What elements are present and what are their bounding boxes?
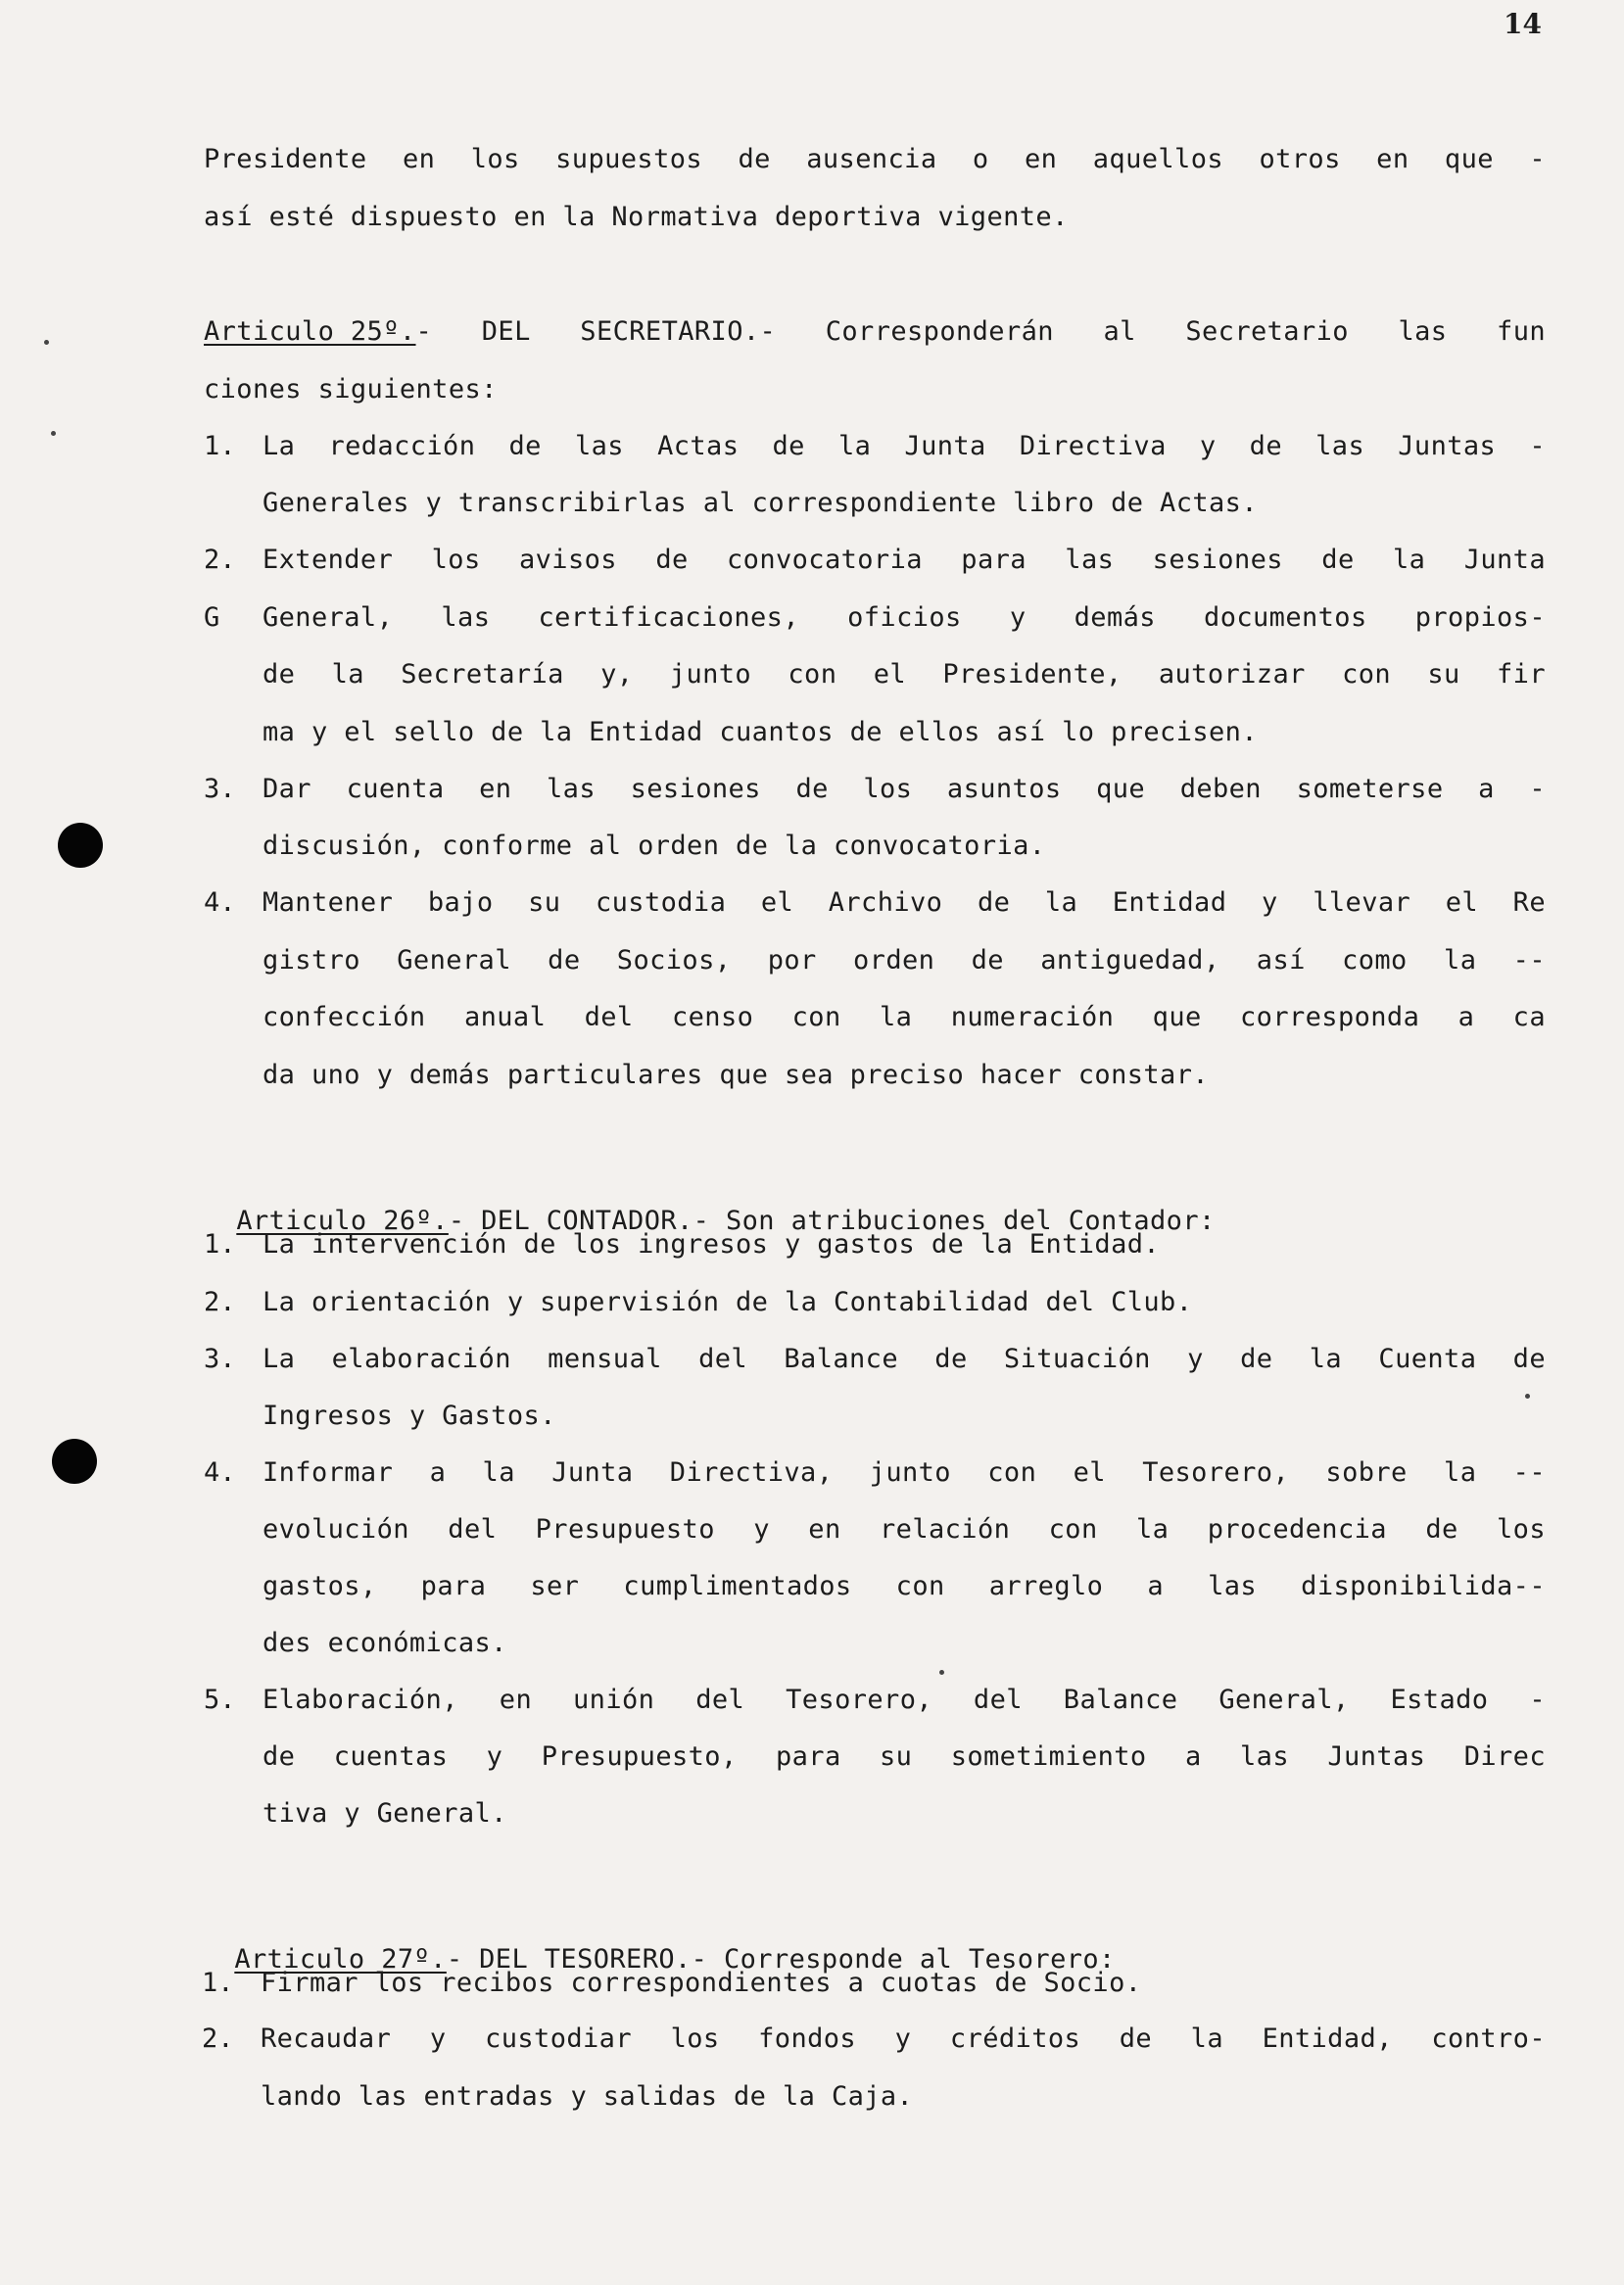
- list-item-line: ma y el sello de la Entidad cuantos de ellos así lo precisen.: [263, 717, 1258, 747]
- intro-line: así esté dispuesto en la Normativa deportiva vigente.: [204, 202, 1069, 232]
- list-number: 4.: [204, 1457, 236, 1488]
- list-number: 2.: [202, 2023, 234, 2054]
- list-item-line: gistro General de Socios, por orden de antiguedad, así como la --: [263, 945, 1546, 976]
- list-item-line: La elaboración mensual del Balance de Situación y de la Cuenta de: [263, 1344, 1546, 1374]
- list-item-line: Informar a la Junta Directiva, junto con el Tesorero, sobre la --: [263, 1457, 1546, 1488]
- list-item-line: La orientación y supervisión de la Contabilidad del Club.: [263, 1287, 1193, 1317]
- punch-hole-top: [58, 823, 103, 868]
- punch-hole-bottom: [52, 1439, 97, 1484]
- speck: [939, 1670, 944, 1675]
- list-number: 1.: [204, 431, 236, 461]
- intro-line: Presidente en los supuestos de ausencia o en aquellos otros en que -: [204, 144, 1546, 174]
- list-item-line: Recaudar y custodiar los fondos y créditos de la Entidad, contro-: [261, 2023, 1546, 2054]
- list-number: 4.: [204, 887, 236, 918]
- list-item-line: Elaboración, en unión del Tesorero, del Balance General, Estado -: [263, 1685, 1546, 1715]
- list-number: 3.: [204, 1344, 236, 1374]
- list-item-line: La intervención de los ingresos y gastos de la Entidad.: [263, 1229, 1161, 1260]
- list-item-line: lando las entradas y salidas de la Caja.: [261, 2081, 914, 2112]
- list-item-line: Generales y transcribirlas al correspondiente libro de Actas.: [263, 488, 1258, 518]
- list-number: 2.: [204, 545, 236, 575]
- article-title-text: - DEL TESORERO.- Corresponde al Tesorero:: [446, 1944, 1116, 1975]
- list-number: 3.: [204, 774, 236, 804]
- list-item-line: gastos, para ser cumplimentados con arreglo a las disponibilida--: [263, 1571, 1546, 1601]
- article-title-text: - DEL SECRETARIO.- Corresponderán al Secretario las fun: [415, 316, 1546, 347]
- list-item-line: General, las certificaciones, oficios y demás documentos propios-: [263, 602, 1546, 633]
- article-heading: Articulo 27º.: [234, 1944, 447, 1975]
- list-number: 5.: [204, 1685, 236, 1715]
- list-item-line: evolución del Presupuesto y en relación con la procedencia de los: [263, 1514, 1546, 1545]
- margin-note: G: [204, 602, 220, 633]
- list-item-line: confección anual del censo con la numeración que corresponda a ca: [263, 1002, 1546, 1032]
- article-heading: Articulo 25º.: [204, 316, 416, 347]
- article-25-title-cont: ciones siguientes:: [204, 374, 498, 405]
- list-item-line: Mantener bajo su custodia el Archivo de la Entidad y llevar el Re: [263, 887, 1546, 918]
- list-item-line: des económicas.: [263, 1628, 507, 1658]
- article-heading: Articulo 26º.: [236, 1206, 449, 1236]
- article-25-title: [204, 315, 1546, 349]
- article-title-text: - DEL CONTADOR.- Son atribuciones del Contador:: [448, 1206, 1216, 1236]
- list-item-line: Extender los avisos de convocatoria para las sesiones de la Junta: [263, 545, 1546, 575]
- list-number: 1.: [204, 1229, 236, 1260]
- speck: [51, 431, 56, 436]
- list-item-line: Firmar los recibos correspondientes a cuotas de Socio.: [261, 1968, 1142, 1998]
- page-number: 14: [1504, 8, 1542, 40]
- list-number: 1.: [202, 1968, 234, 1998]
- list-item-line: de cuentas y Presupuesto, para su sometimiento a las Juntas Direc: [263, 1741, 1546, 1772]
- list-item-line: Ingresos y Gastos.: [263, 1401, 556, 1431]
- list-item-line: de la Secretaría y, junto con el Presidente, autorizar con su fir: [263, 659, 1546, 690]
- speck: [44, 340, 49, 345]
- list-item-line: da uno y demás particulares que sea preciso hacer constar.: [263, 1060, 1210, 1090]
- speck: [1525, 1394, 1530, 1399]
- list-item-line: discusión, conforme al orden de la convocatoria.: [263, 831, 1046, 861]
- list-item-line: La redacción de las Actas de la Junta Directiva y de las Juntas -: [263, 431, 1546, 461]
- list-item-line: tiva y General.: [263, 1798, 507, 1829]
- list-number: 2.: [204, 1287, 236, 1317]
- list-item-line: Dar cuenta en las sesiones de los asuntos que deben someterse a -: [263, 774, 1546, 804]
